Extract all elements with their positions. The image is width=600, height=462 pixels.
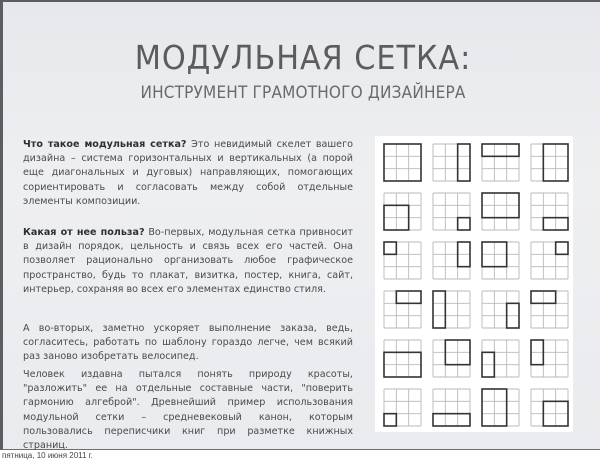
- module-grid-diagram: [432, 192, 469, 229]
- module-grid-diagram: [383, 290, 420, 327]
- module-grid-diagram: [530, 241, 567, 278]
- module-grid-diagram: [530, 143, 567, 180]
- paragraph-text: Человек издавна пытался понять природу красоты, "разложить" ее на отдельные составные части, "поверить гармонию алгеброй". Древнейший пример использования модульной сетки – средневековый канон, которым пользовались переписчики книг при разметке книжных страниц.: [23, 369, 353, 452]
- footer-date: пятница, 10 июня 2011 г.: [2, 451, 93, 460]
- slide-title: МОДУЛЬНАЯ СЕТКА:: [134, 38, 472, 77]
- paragraph-what-is: [23, 138, 353, 209]
- paragraph-history: [23, 368, 353, 453]
- module-grid-diagram: [432, 143, 469, 180]
- module-grid-diagram: [432, 388, 469, 425]
- module-grid-diagram: [481, 290, 518, 327]
- module-grid-diagram: [530, 290, 567, 327]
- module-grid-diagram: [530, 192, 567, 229]
- module-grid-diagram: [530, 339, 567, 376]
- slide-subtitle: ИНСТРУМЕНТ ГРАМОТНОГО ДИЗАЙНЕРА: [140, 83, 466, 103]
- module-grid-diagram: [481, 143, 518, 180]
- module-grid-diagram: [383, 339, 420, 376]
- modular-grid-examples-panel: [375, 136, 573, 432]
- module-grid-diagram: [432, 290, 469, 327]
- paragraph-lead: Что такое модульная сетка?: [23, 139, 187, 150]
- module-grid-diagram: [432, 339, 469, 376]
- paragraph-lead: Какая от нее польза?: [23, 227, 145, 238]
- paragraph-text: Это невидимый скелет вашего дизайна – система горизонтальных и вертикальных (а порой еще диагональных и дуговых) направляющих, помогающих сориентировать и согласовать между собой отдельные элементы композиции.: [23, 139, 353, 207]
- paragraph-text: А во-вторых, заметно ускоряет выполнение заказа, ведь, согласитесь, работать по шаблону гораздо легче, чем всякий раз заново изобретать велосипед.: [23, 323, 353, 363]
- paragraph-secondly: [23, 322, 353, 365]
- paragraph-text: Во-первых, модульная сетка привносит в дизайн порядок, цельность и связь всех его частей. Она позволяет рационально организовать любое графическое пространство, будь то плакат, визитка, постер, книга, сайт, интерьер, сохраняя во всех его элементах единство стиля.: [23, 227, 354, 295]
- module-grid-diagram: [432, 241, 469, 278]
- module-grid-diagram: [481, 339, 518, 376]
- module-grid-diagram: [481, 192, 518, 229]
- module-grid-diagram: [530, 388, 567, 425]
- module-grid-diagram: [481, 388, 518, 425]
- module-grid-diagram: [481, 241, 518, 278]
- module-grid-diagram: [383, 241, 420, 278]
- paragraph-benefit: [23, 226, 353, 297]
- module-grid-diagram: [383, 388, 420, 425]
- module-grid-diagram: [383, 143, 420, 180]
- module-grid-diagram: [383, 192, 420, 229]
